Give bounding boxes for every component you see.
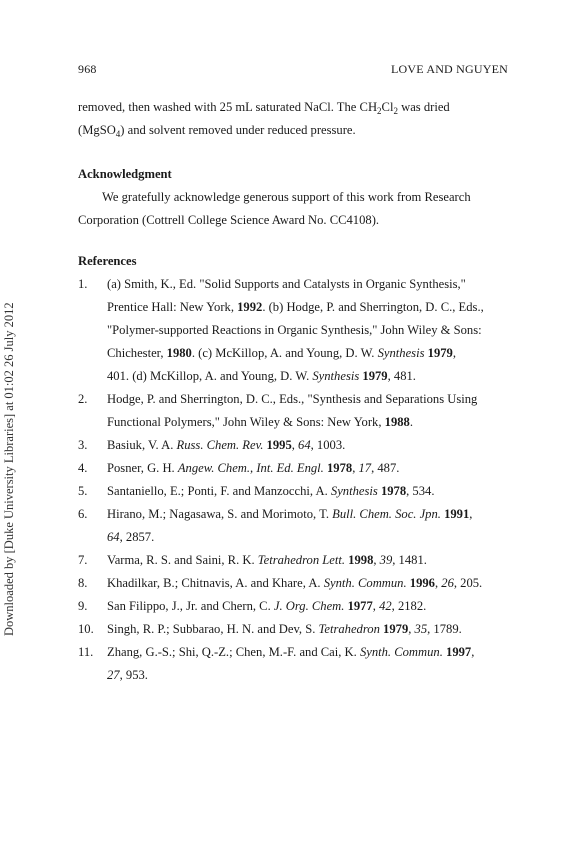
reference-text-line: Prentice Hall: New York, 1992. (b) Hodge, P. and Sherrington, D. C., Eds., [107, 300, 484, 314]
reference-number: 1. [78, 277, 88, 291]
reference-text-line: 401. (d) McKillop, A. and Young, D. W. Synthesis 1979, 481. [107, 369, 416, 383]
acknowledgment-line-2: Corporation (Cottrell College Science Award No. CC4108). [78, 213, 380, 227]
reference-number: 2. [78, 392, 88, 406]
references-heading: References [78, 254, 137, 268]
reference-number: 9. [78, 599, 88, 613]
reference-text-line: (a) Smith, K., Ed. "Solid Supports and Catalysts in Organic Synthesis," [107, 277, 466, 291]
reference-text-line: Singh, R. P.; Subbarao, H. N. and Dev, S. Tetrahedron 1979, 35, 1789. [107, 622, 462, 636]
download-watermark-text: Downloaded by [Duke University Libraries] at 01:02 26 July 2012 [2, 302, 16, 636]
reference-number: 10. [78, 622, 94, 636]
reference-text-line: San Filippo, J., Jr. and Chern, C. J. Org. Chem. 1977, 42, 2182. [107, 599, 427, 613]
reference-item [78, 388, 510, 434]
reference-number: 7. [78, 553, 88, 567]
reference-item [78, 457, 510, 480]
reference-text-line: 64, 2857. [107, 530, 155, 544]
reference-text-line: Functional Polymers," John Wiley & Sons: New York, 1988. [107, 415, 413, 429]
reference-text-line: Chichester, 1980. (c) McKillop, A. and Young, D. W. Synthesis 1979, [107, 346, 456, 360]
page-number: 968 [78, 62, 97, 76]
page-body [78, 96, 510, 687]
reference-text-line: Basiuk, V. A. Russ. Chem. Rev. 1995, 64, 1003. [107, 438, 346, 452]
reference-text-line: Varma, R. S. and Saini, R. K. Tetrahedron Lett. 1998, 39, 1481. [107, 553, 427, 567]
procedure-line-1: removed, then washed with 25 mL saturated NaCl. The $CH_2Cl_2$ was dried [78, 100, 450, 116]
reference-item [78, 434, 510, 457]
reference-number: 11. [78, 645, 94, 659]
reference-item [78, 641, 510, 687]
reference-item [78, 549, 510, 572]
reference-number: 6. [78, 507, 88, 521]
reference-item [78, 480, 510, 503]
reference-text-line: Santaniello, E.; Ponti, F. and Manzocchi, A. Synthesis 1978, 534. [107, 484, 435, 498]
reference-item [78, 503, 510, 549]
acknowledgment-line-1: We gratefully acknowledge generous support of this work from Research [102, 190, 471, 204]
procedure-line-2: (MgSO$_4$) and solvent removed under reduced pressure. [78, 123, 356, 139]
reference-text-line: 27, 953. [107, 668, 148, 682]
reference-text-line: Hodge, P. and Sherrington, D. C., Eds., "Synthesis and Separations Using [107, 392, 478, 406]
reference-text-line: "Polymer-supported Reactions in Organic Synthesis," John Wiley & Sons: [107, 323, 482, 337]
reference-number: 4. [78, 461, 88, 475]
download-watermark [0, 0, 16, 864]
acknowledgment-heading: Acknowledgment [78, 167, 172, 181]
reference-number: 5. [78, 484, 88, 498]
reference-item [78, 618, 510, 641]
references-list [78, 273, 510, 687]
reference-item [78, 273, 510, 388]
reference-text-line: Posner, G. H. Angew. Chem., Int. Ed. Engl. 1978, 17, 487. [107, 461, 400, 475]
reference-number: 8. [78, 576, 88, 590]
reference-text-line: Zhang, G.-S.; Shi, Q.-Z.; Chen, M.-F. and Cai, K. Synth. Commun. 1997, [107, 645, 475, 659]
reference-item [78, 572, 510, 595]
running-head: LOVE AND NGUYEN [391, 62, 508, 76]
reference-number: 3. [78, 438, 88, 452]
reference-text-line: Hirano, M.; Nagasawa, S. and Morimoto, T. Bull. Chem. Soc. Jpn. 1991, [107, 507, 473, 521]
reference-text-line: Khadilkar, B.; Chitnavis, A. and Khare, A. Synth. Commun. 1996, 26, 205. [107, 576, 483, 590]
reference-item [78, 595, 510, 618]
